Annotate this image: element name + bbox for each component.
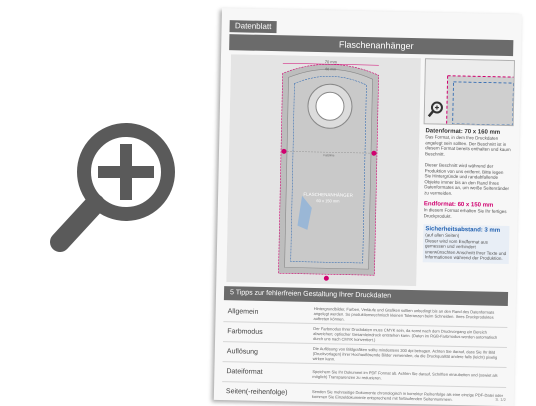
marker-label: Falzlinie bbox=[323, 153, 334, 157]
info-datenformat: Datenformat: 70 x 160 mm Das Format, in dem Ihre Druckdaten angelegt sein sollten. Der Beschnitt ist in diesem Format bereits enthalten und kaum Beschnitt. bbox=[425, 128, 512, 158]
tips-table bbox=[222, 302, 508, 406]
info-panel bbox=[423, 128, 512, 269]
corner-detail bbox=[424, 58, 515, 126]
page-title: Flaschenanhänger bbox=[229, 34, 513, 56]
table-row: Dateiformat Speichern Sie Ihr Dokument im PDF Format ab. Achten Sie darauf, Schriften einzubetten und (sowiet als möglich) Transparenzen zu reduzieren. bbox=[222, 362, 506, 388]
drawing-label-line2: 60 x 150 mm bbox=[316, 198, 340, 203]
table-row: Seiten(-reihenfolge) Senden Sie mehrseitige Dokumente chronologisch in korrekter Reihenfolge als eine einzige PDF-Datei oder kommen Sie Einzeldokumente entsprechend mit fortlaufenden Seitennummern. bbox=[222, 382, 506, 406]
info-endformat: Endformat: 60 x 150 mm In diesem Format erhalten Sie Ihr fertiges Druckprodukt. bbox=[424, 201, 510, 220]
drawing-label-line1: FLASCHENANHÄNGER bbox=[303, 191, 353, 198]
inner-width-label: 60 mm bbox=[325, 67, 336, 71]
table-row: Farbmodus Der Farbmodus Ihrer Druckdaten muss CMYK sein, da sonst nach dem Druckvorgang ein Bereich abweichen; optischer Gesamteindruck entstehen kann. (Daten im RGB-Farbmodus werden automatisch durch uns nach CMYK konvertiert.) bbox=[223, 322, 507, 348]
zoom-in-magnifier-icon[interactable] bbox=[48, 118, 180, 256]
tips-header: 5 Tipps zur fehlerfreien Gestaltung Ihrer Druckdaten bbox=[224, 286, 508, 306]
width-label: 70 mm bbox=[325, 59, 338, 64]
table-row: Allgemein Hintergrundbilder, Farben, Verläufe und Grafiken sollten unbedingt bis an den Rand des Datenformats angelegt werden. So produktionsrechnisch kleinen Toleranzen beim Schneiden. Ihres Druckproduktes auftreten können. bbox=[223, 302, 507, 328]
datasheet-preview[interactable] bbox=[214, 8, 522, 406]
template-drawing bbox=[226, 54, 421, 286]
table-row: Auflösung Die Auflösung von Bildgrafiken sollte mindestens 300 dpi betragen. Achten Sie darauf, dass Sie Ihr Bild (Druckvorlagen) ihrer Hochauflösende Bilder verwenden, da die Druckqualität andere falls (leicht) pixelig wirken kann. bbox=[223, 342, 507, 368]
page-number: S. 1/2 bbox=[495, 397, 506, 402]
datasheet-tab: Datenblatt bbox=[229, 20, 276, 33]
info-sicherheitsabstand: Sicherheitsabstand: 3 mm (auf allen Seiten) Dieser wird vom Endformat aus gemessen und verhindert unerwünschten Anschnitt Ihrer Texte und Informationen während der Produktion. bbox=[423, 224, 510, 263]
info-beschnitt: Dieser Beschnitt wird während der Produktion von uns entfernt. Bitte legen Sie Hintergründe und randabfallende Objekte immer bis an den Rand Ihres Datenformates an, um weiße Seitenränder zu vermeiden. bbox=[424, 162, 511, 197]
